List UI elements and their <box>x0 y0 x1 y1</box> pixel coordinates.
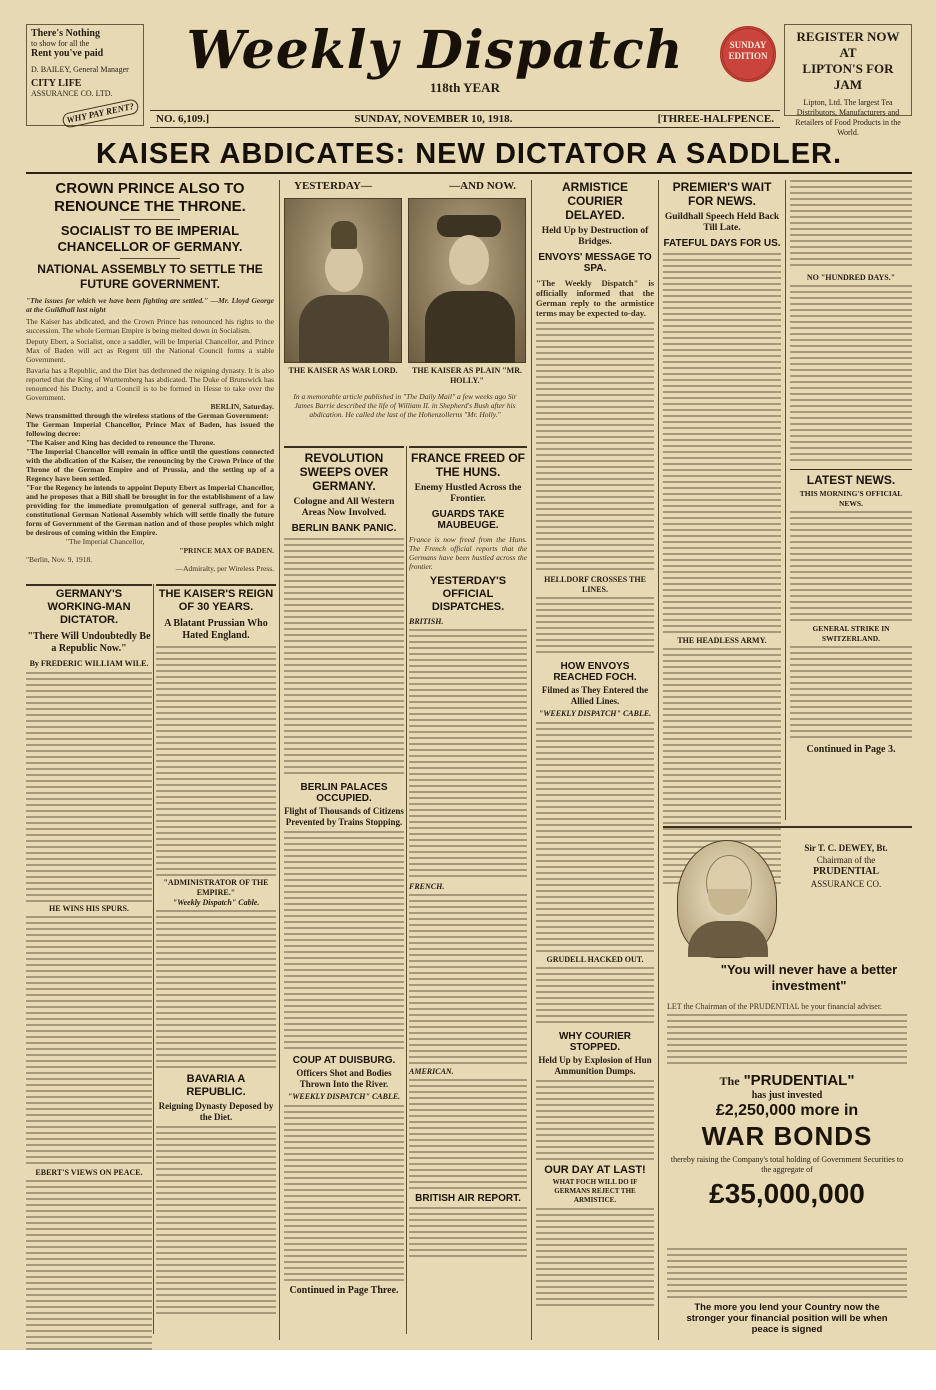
latest-news-body-text <box>790 511 912 621</box>
ad-footer: The more you lend your Country now the stronger your financial position will be when peace is signed <box>686 1302 888 1335</box>
ad-line-2: to show for all the <box>31 39 90 48</box>
hat-shape <box>437 215 501 237</box>
lead-story-decree-3: "The Imperial Chancellor will remain in office until the questions connected with the abdication of the Kaiser, the renouncing by the Crown Prince of the Throne of the German Empire and of Prussia, and the setting up of a Regency have been settled. <box>26 447 274 483</box>
armistice-body-text <box>536 322 654 572</box>
lead-story-heading: CROWN PRINCE ALSO TO RENOUNCE THE THRONE. <box>54 180 246 215</box>
france-sub-2: GUARDS TAKE MAUBEUGE. <box>431 509 505 531</box>
latest-news-column <box>790 180 912 820</box>
duisburg-body-text <box>284 1105 404 1283</box>
photo-header <box>284 180 526 192</box>
dictator-sub-3: EBERT'S VIEWS ON PEACE. <box>35 1168 143 1177</box>
grudell-sub: GRUDELL HACKED OUT. <box>546 955 644 964</box>
photo-caption-left: THE KAISER AS WAR LORD. <box>288 366 398 375</box>
ad-company: CITY LIFE <box>31 78 82 89</box>
hundred-days-sub: NO "HUNDRED DAYS." <box>806 273 896 282</box>
british-label: BRITISH. <box>409 617 444 626</box>
revolution-story <box>284 446 404 1334</box>
column-rule <box>531 180 532 1340</box>
issue-price: [THREE-HALFPENCE. <box>657 113 774 125</box>
divider <box>120 258 180 259</box>
lipton-small: Lipton, Ltd. The largest Tea Distributors, Manufacturers and Retailers of Food Products in the World. <box>795 98 901 137</box>
palaces-sub: Flight of Thousands of Citizens Prevented by Trains Stopping. <box>284 806 404 827</box>
dateline <box>150 110 780 128</box>
premier-sub-2: FATEFUL DAYS FOR US. <box>663 238 781 249</box>
armistice-story <box>536 180 654 1334</box>
ad-amount: £2,250,000 more in <box>715 1102 859 1119</box>
ad-thereby: thereby raising the Company's total holding of Government Securities to the aggregate of <box>670 1155 904 1174</box>
our-day-heading: OUR DAY AT LAST! <box>544 1164 646 1176</box>
masthead-year: 118th YEAR <box>430 80 500 95</box>
photo-caption: In a memorable article published in "The Daily Mail" a few weeks ago Sir James Barrie described the life of William II. in Shepherd's Bush after his abdication. He called the last of the Hohenzollerns "Mr. Holly." <box>293 392 517 419</box>
portrait-face <box>325 244 363 292</box>
reign-sub-2: "ADMINISTRATOR OF THE EMPIRE." <box>163 878 269 897</box>
french-label: FRENCH. <box>409 882 445 891</box>
air-report-heading: BRITISH AIR REPORT. <box>415 1193 521 1204</box>
helmet-shape <box>331 221 357 249</box>
reign-sub-3: "Weekly Dispatch" Cable. <box>172 898 260 907</box>
issue-number: NO. 6,109.] <box>156 113 210 125</box>
our-day-sub: WHAT FOCH WILL DO IF GERMANS REJECT THE ARMISTICE. <box>552 1178 638 1204</box>
portrait-face <box>449 235 489 285</box>
lipton-ad <box>784 24 912 137</box>
column-rule <box>658 180 659 1340</box>
ad-war-bonds: WAR BONDS <box>701 1121 873 1151</box>
duisburg-heading: COUP AT DUISBURG. <box>292 1055 396 1066</box>
headless-army-sub: THE HEADLESS ARMY. <box>677 636 767 645</box>
grudell-body-text <box>536 967 654 1027</box>
lead-story-sign-1: "The Imperial Chancellor, <box>66 537 145 546</box>
revolution-heading: REVOLUTION SWEEPS OVER GERMANY. <box>299 451 389 493</box>
column-rule <box>153 584 154 1334</box>
ad-company-2: ASSURANCE CO. LTD. <box>31 89 113 98</box>
lead-story <box>26 180 274 580</box>
ad-total: £35,000,000 <box>709 1178 865 1209</box>
photo-header-right: —AND NOW. <box>449 180 516 192</box>
prudential-ad <box>663 826 912 1334</box>
chairman-caption <box>785 842 907 890</box>
revolution-continued: Continued in Page Three. <box>289 1285 399 1296</box>
lead-story-sub-2: NATIONAL ASSEMBLY TO SETTLE THE FUTURE GOVERNMENT. <box>37 262 263 291</box>
envoys-heading: HOW ENVOYS REACHED FOCH. <box>553 661 637 683</box>
ad-body-text <box>667 1014 907 1066</box>
dictator-byline: By FREDERIC WILLIAM WILE. <box>29 659 149 668</box>
chairman-role: Chairman of the <box>816 855 876 865</box>
hundred-days-body-text <box>790 285 912 465</box>
france-heading: FRANCE FREED OF THE HUNS. <box>411 451 525 479</box>
ad-lead: LET the Chairman of the PRUDENTIAL be your financial adviser. <box>667 1002 883 1011</box>
american-body-text <box>409 1079 527 1189</box>
lipton-line-2: LIPTON'S FOR JAM <box>802 61 894 92</box>
bavaria-sub: Reigning Dynasty Deposed by the Diet. <box>158 1101 274 1122</box>
column-rule <box>406 446 407 1334</box>
ad-small: D. BAILEY, General Manager <box>31 65 129 74</box>
armistice-sub: Held Up by Destruction of Bridges. <box>541 226 649 247</box>
chairman-name: Sir T. C. DEWEY, Bt. <box>804 843 888 853</box>
reign-body-text-2 <box>156 910 276 1070</box>
column-rule <box>785 180 786 820</box>
helldorf-sub: HELLDORF CROSSES THE LINES. <box>544 575 646 594</box>
why-pay-rent-badge: WHY PAY RENT? <box>62 98 140 129</box>
chairman-company: PRUDENTIAL <box>812 866 880 877</box>
lead-story-sign-2: "PRINCE MAX OF BADEN. <box>179 546 274 555</box>
lead-story-sign-4: —Admiralty, per Wireless Press. <box>175 564 274 573</box>
coat-shape <box>425 291 515 363</box>
air-report-body-text <box>409 1207 527 1259</box>
french-body-text <box>409 894 527 1064</box>
lead-story-decree-1: The German Imperial Chancellor, Prince Max of Baden, has issued the following decree: <box>26 420 274 438</box>
ad-small-print <box>667 1248 907 1298</box>
continued-body-text <box>790 180 912 270</box>
bavaria-body-text <box>156 1126 276 1316</box>
envoys-body-text <box>536 722 654 952</box>
lead-story-quote: "The issues for which we have been fighting are settled." —Mr. Lloyd George at the Guildhall last night <box>26 296 274 314</box>
main-headline: KAISER ABDICATES: NEW DICTATOR A SADDLER. <box>26 134 912 174</box>
ad-the: The <box>719 1074 740 1088</box>
ad-brand: "PRUDENTIAL" <box>743 1072 855 1089</box>
lipton-line-1: REGISTER NOW AT <box>796 29 900 60</box>
ad-slogan: "You will never have a better investment" <box>720 962 898 993</box>
revolution-body-text <box>284 538 404 778</box>
ad-line-1: There's Nothing <box>31 28 100 39</box>
latest-news-heading: LATEST NEWS. <box>790 469 912 487</box>
duisburg-sub: Officers Shot and Bodies Thrown Into the River. <box>296 1068 392 1089</box>
strike-body-text <box>790 646 912 741</box>
premier-body-text <box>663 253 781 633</box>
envoys-sub: Filmed as They Entered the Allied Lines. <box>541 685 649 706</box>
coat-shape <box>688 921 768 957</box>
ad-brand-block <box>667 1072 907 1211</box>
dictator-sub-2: HE WINS HIS SPURS. <box>49 904 129 913</box>
envoys-cable: "WEEKLY DISPATCH" CABLE. <box>538 709 652 718</box>
lead-story-para-4: News transmitted through the wireless stations of the German Government: <box>26 411 269 420</box>
lead-story-para-2: Deputy Ebert, a Socialist, once a saddler, will be Imperial Chancellor, and Prince Max of Baden will act as Regent till the National Council forms a stable Government. <box>26 337 274 364</box>
dictator-sub: "There Will Undoubtedly Be a Republic Now." <box>27 631 151 654</box>
why-courier-heading: WHY COURIER STOPPED. <box>558 1031 632 1053</box>
why-courier-body-text <box>536 1080 654 1160</box>
france-story <box>409 446 527 1334</box>
masthead-title: Weekly Dispatch <box>186 20 684 81</box>
strike-sub: GENERAL STRIKE IN SWITZERLAND. <box>812 624 890 643</box>
city-life-ad <box>26 24 144 126</box>
column-rule <box>279 180 280 1340</box>
kaiser-civilian-photo <box>408 198 526 363</box>
dictator-body-text-2 <box>26 916 152 1166</box>
uniform-shape <box>299 295 389 363</box>
palaces-heading: BERLIN PALACES OCCUPIED. <box>300 782 388 804</box>
british-body-text <box>409 629 527 879</box>
why-courier-sub: Held Up by Explosion of Hun Ammunition Dumps. <box>538 1055 652 1076</box>
armistice-lead: "The Weekly Dispatch" is officially informed that the German reply to the armistice terms may be expected to-day. <box>536 278 654 318</box>
photo-caption-right: THE KAISER AS PLAIN "MR. HOLLY." <box>411 366 522 385</box>
reign-heading: THE KAISER'S REIGN OF 30 YEARS. <box>158 588 274 613</box>
revolution-sub: Cologne and All Western Areas Now Involved. <box>293 497 395 518</box>
dictator-story <box>26 584 152 1334</box>
chairman-portrait <box>677 840 777 958</box>
dictator-body-text <box>26 672 152 902</box>
dispatches-heading: YESTERDAY'S OFFICIAL DISPATCHES. <box>429 575 507 613</box>
bavaria-heading: BAVARIA A REPUBLIC. <box>186 1073 246 1098</box>
chairman-company-2: ASSURANCE CO. <box>810 879 882 889</box>
lead-story-decree-4: "For the Regency he intends to appoint Deputy Ebert as Imperial Chancellor, and he proposes that a Bill shall be brought in for the establishment of a law providing for the immediate promulgation of general suffrage, and for a constitutional German National Assembly which will settle finally the future form of Government of the German nation and of those peoples which might be desirous of coming within the Empire. <box>26 483 274 537</box>
france-quote: France is now freed from the Huns. The French official reports that the Germans have been hustled across the frontier. <box>409 535 527 571</box>
reign-sub: A Blatant Prussian Who Hated England. <box>164 618 268 641</box>
duisburg-cable: "WEEKLY DISPATCH" CABLE. <box>287 1092 401 1101</box>
lead-story-para-1: The Kaiser has abdicated, and the Crown Prince has renounced his rights to the succession. The whole German Empire is being melted down in Socialism. <box>26 317 274 335</box>
latest-news-sub: THIS MORNING'S OFFICIAL NEWS. <box>799 489 903 508</box>
premier-sub: Guildhall Speech Held Back Till Late. <box>664 212 780 233</box>
our-day-body-text <box>536 1208 654 1308</box>
reign-story <box>156 584 276 1334</box>
issue-date: SUNDAY, NOVEMBER 10, 1918. <box>354 113 513 125</box>
divider <box>120 219 180 220</box>
armistice-sub-2: ENVOYS' MESSAGE TO SPA. <box>538 252 652 274</box>
photo-header-left: YESTERDAY— <box>294 180 372 192</box>
kaiser-war-lord-photo <box>284 198 402 363</box>
reign-body-text <box>156 646 276 876</box>
sunday-edition-seal: SUNDAY EDITION <box>720 26 776 82</box>
revolution-sub-2: BERLIN BANK PANIC. <box>291 523 397 534</box>
france-sub: Enemy Hustled Across the Frontier. <box>414 483 522 504</box>
american-label: AMERICAN. <box>409 1067 454 1076</box>
lead-story-sub-1: SOCIALIST TO BE IMPERIAL CHANCELLOR OF GERMANY. <box>57 223 243 254</box>
ad-line-3: Rent you've paid <box>31 48 104 59</box>
lead-story-dateline: BERLIN, Saturday. <box>210 402 274 411</box>
latest-news-continued: Continued in Page 3. <box>806 744 896 755</box>
premier-heading: PREMIER'S WAIT FOR NEWS. <box>672 180 772 208</box>
armistice-heading: ARMISTICE COURIER DELAYED. <box>562 180 628 222</box>
beard-shape <box>708 889 748 915</box>
helldorf-body-text <box>536 597 654 657</box>
photo-panel <box>284 180 526 440</box>
lead-story-decree-2: "The Kaiser and King has decided to renounce the Throne. <box>26 438 216 447</box>
lead-story-sign-3: "Berlin, Nov. 9, 1918. <box>26 555 93 564</box>
ad-has: has just invested <box>751 1090 823 1101</box>
lead-story-para-3: Bavaria has a Republic, and the Diet has dethroned the reigning dynasty. It is also reported that the King of Wurttemberg has abdicated. The Duke of Brunswick has renounced his Duchy, and a Council is to be formed in Hesse to take over the Government. <box>26 366 274 402</box>
dictator-body-text-3 <box>26 1180 152 1350</box>
palaces-body-text <box>284 831 404 1051</box>
dictator-heading: GERMANY'S WORKING-MAN DICTATOR. <box>47 588 131 626</box>
